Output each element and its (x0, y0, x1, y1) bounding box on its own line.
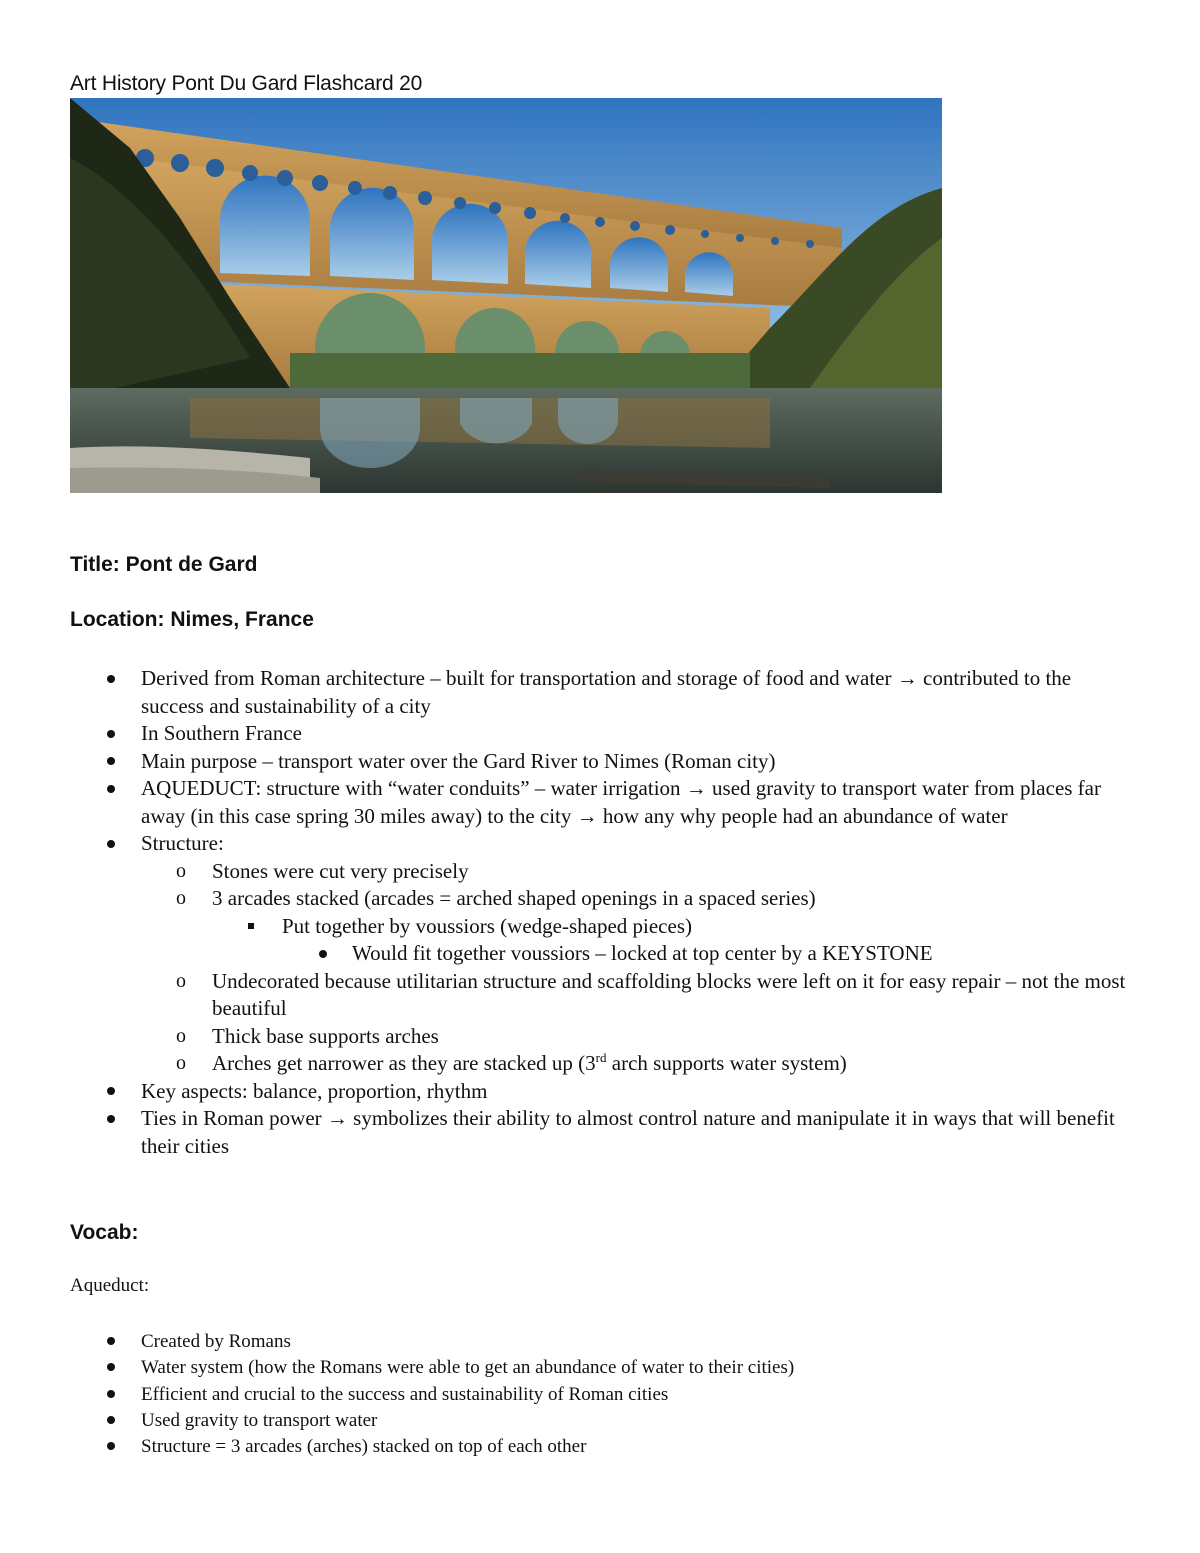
list-item: Derived from Roman architecture – built for transportation and storage of food and water → contributed to the success and sustainability of a city (0, 665, 1131, 720)
vocab-term: Aqueduct: (70, 1275, 150, 1296)
bullet-icon (107, 830, 115, 858)
list-item: o Stones were cut very precisely (0, 858, 1132, 886)
pont-du-gard-photo (70, 98, 942, 493)
bullet-icon (107, 1434, 115, 1460)
list-item: Structure: (0, 830, 1131, 858)
list-item: Ties in Roman power → symbolizes their ability to almost control nature and manipulate it in ways that will benefit their cities (0, 1105, 1131, 1160)
list-item: Created by Romans (0, 1329, 1131, 1355)
vocab-list (0, 1329, 1131, 1460)
vocab-heading: Vocab: (70, 1221, 139, 1244)
location-line: Location: Nimes, France (70, 608, 314, 631)
square-bullet-icon (248, 913, 254, 941)
bullet-icon (107, 665, 115, 693)
list-item: In Southern France (0, 720, 1131, 748)
list-item: o Arches get narrower as they are stacked up (3rd arch supports water system) (0, 1050, 1132, 1078)
list-item: Put together by voussiors (wedge-shaped pieces) (0, 913, 1132, 941)
bullet-icon (107, 1382, 115, 1408)
list-item: Would fit together voussiors – locked at top center by a KEYSTONE (0, 940, 1132, 968)
bullet-icon (107, 1329, 115, 1355)
title-line: Title: Pont de Gard (70, 553, 258, 576)
bullet-icon (107, 1355, 115, 1381)
bullet-icon (319, 940, 327, 968)
circle-bullet-icon: o (176, 969, 186, 992)
list-item: Used gravity to transport water (0, 1408, 1131, 1434)
bullet-icon (107, 1078, 115, 1106)
bullet-icon (107, 748, 115, 776)
list-item: o 3 arcades stacked (arcades = arched shaped openings in a spaced series) (0, 885, 1132, 913)
list-item: Efficient and crucial to the success and sustainability of Roman cities (0, 1382, 1131, 1408)
list-item: AQUEDUCT: structure with “water conduits” – water irrigation → used gravity to transport water from places far away (in this case spring 30 miles away) to the city → how any why people had an abundance of water (0, 775, 1131, 830)
list-item: Main purpose – transport water over the Gard River to Nimes (Roman city) (0, 748, 1131, 776)
notes-list (0, 665, 1132, 1160)
circle-bullet-icon: o (176, 859, 186, 882)
bullet-icon (107, 1105, 115, 1133)
circle-bullet-icon: o (176, 887, 186, 909)
document-title: Art History Pont Du Gard Flashcard 20 (70, 72, 423, 95)
bullet-icon (107, 720, 115, 748)
circle-bullet-icon: o (176, 1052, 186, 1074)
bullet-icon (107, 775, 115, 803)
list-item: o Undecorated because utilitarian structure and scaffolding blocks were left on it for easy repair – not the most beautiful (176, 968, 1126, 1020)
list-item: o Thick base supports arches (0, 1023, 1132, 1051)
list-item: Water system (how the Romans were able to get an abundance of water to their cities) (0, 1355, 1131, 1381)
list-item: Structure = 3 arcades (arches) stacked on top of each other (0, 1434, 1131, 1460)
bullet-icon (107, 1408, 115, 1434)
circle-bullet-icon: o (176, 1024, 186, 1047)
list-item: Key aspects: balance, proportion, rhythm (0, 1078, 1131, 1106)
